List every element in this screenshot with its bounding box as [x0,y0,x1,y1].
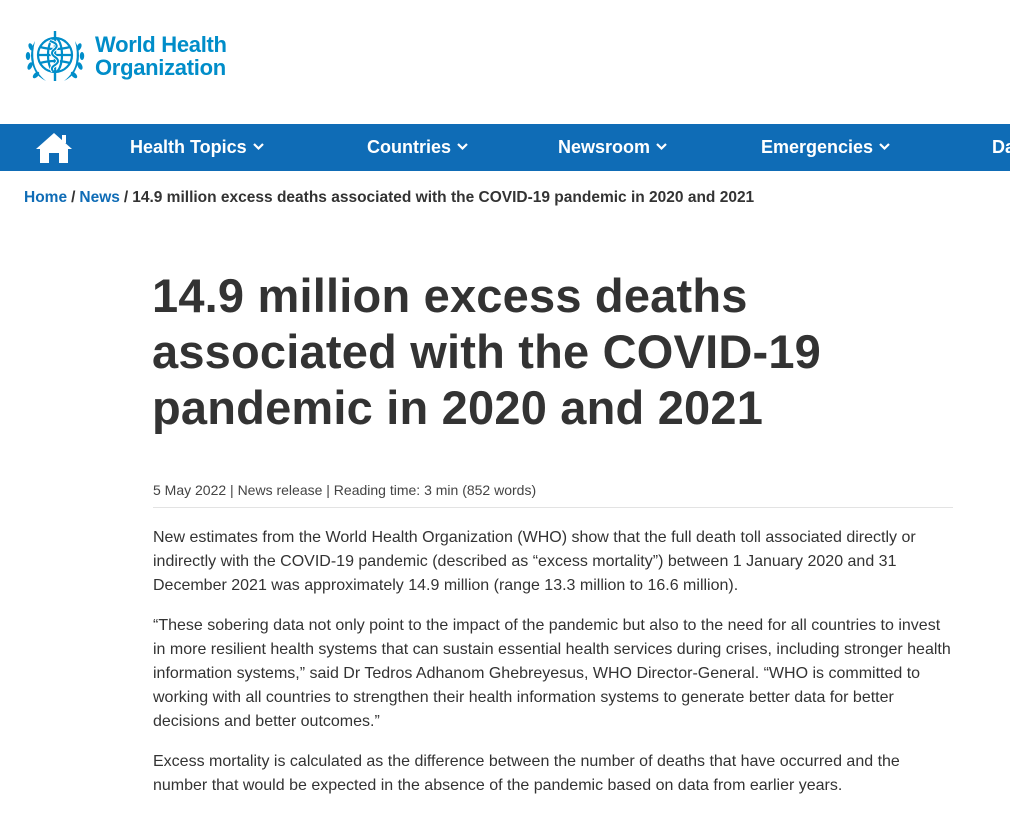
article-paragraph: Excess mortality is calculated as the difference between the number of deaths that have occurred and the number that would be expected in the absence of the pandemic based on data from earlier years. [153,753,900,794]
nav-newsroom-label: Newsroom [558,137,651,157]
nav-emergencies[interactable] [761,124,890,171]
chevron-down-icon [253,143,264,150]
site-header [0,0,1010,124]
article-meta: 5 May 2022 | News release | Reading time: 3 min (852 words) [153,482,537,498]
nav-newsroom[interactable] [558,124,667,171]
breadcrumb [24,189,754,207]
article-body [153,526,953,814]
who-emblem-icon [22,25,88,87]
logo-wordmark [95,33,227,79]
nav-health-topics[interactable] [130,124,264,171]
chevron-down-icon [457,143,468,150]
nav-health-topics-label: Health Topics [130,137,247,157]
breadcrumb-home-link[interactable]: Home [24,189,68,206]
nav-data-label: Da [992,137,1015,157]
breadcrumb-current: 14.9 million excess deaths associated with the COVID-19 pandemic in 2020 and 2021 [132,189,755,206]
page-title: 14.9 million excess deaths associated with the COVID-19 pandemic in 2020 and 2021 [152,269,821,434]
who-logo-link[interactable] [22,25,227,87]
article-paragraph: New estimates from the World Health Organization (WHO) show that the full death toll associated directly or indirectly with the COVID-19 pandemic (described as “excess mortality”) between 1 January 2020 and 31 December 2021 was approximately 14.9 million (range 13.3 million to 16.6 million). [153,529,916,594]
main-nav [0,124,1015,171]
breadcrumb-separator: / [71,189,76,206]
home-icon [35,132,73,164]
nav-emergencies-label: Emergencies [761,137,874,157]
nav-data-truncated[interactable] [992,124,1015,171]
nav-countries-label: Countries [367,137,452,157]
chevron-down-icon [656,143,667,150]
breadcrumb-separator: / [123,189,129,206]
logo-line-2: Organization [95,55,226,80]
article-paragraph: “These sobering data not only point to the impact of the pandemic but also to the need for all countries to invest in more resilient health systems that can sustain essential health services during crises, including stronger health information systems,” said Dr Tedros Adhanom Ghebreyesus, WHO Director-General. “WHO is committed to working with all countries to strengthen their health information systems to generate better data for better decisions and better outcomes.” [153,617,951,730]
nav-home-button[interactable] [35,132,73,164]
chevron-down-icon [879,143,890,150]
meta-divider [153,507,953,508]
nav-countries[interactable] [367,124,468,171]
breadcrumb-news-link[interactable]: News [79,189,120,206]
logo-line-1: World Health [95,32,227,57]
